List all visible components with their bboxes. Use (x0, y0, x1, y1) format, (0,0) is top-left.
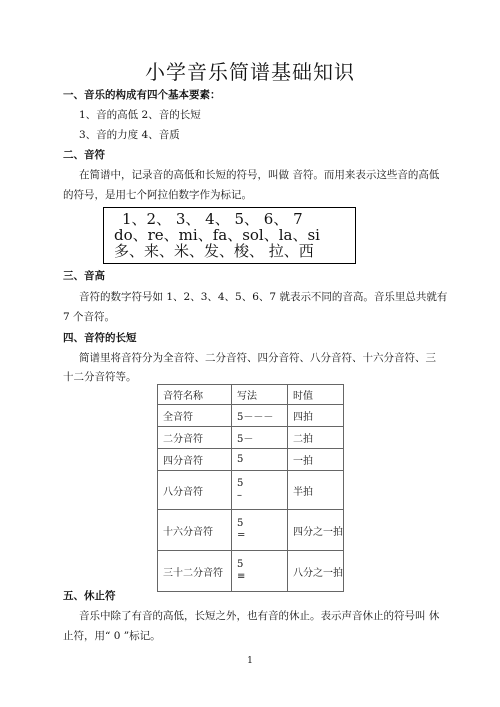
table-header-cell: 写法 (232, 385, 288, 405)
section-5-heading: 五、休止符 (63, 590, 116, 602)
table-cell-value: 半拍 (288, 471, 344, 510)
section-2-para-line-2: 的符号，是用七个阿拉伯数字作为标记。 (63, 189, 252, 201)
table-cell-notation (232, 510, 288, 551)
notation-underline-mark: = (237, 530, 246, 541)
table-cell-name: 三十二分音符 (158, 551, 232, 592)
notation-underline-mark: – (237, 490, 242, 501)
table-cell-name: 全音符 (158, 405, 232, 427)
section-3-heading: 三、音高 (63, 270, 105, 282)
section-1-heading: 一、音乐的构成有四个基本要素： (63, 89, 221, 101)
table-cell-notation: 5 (232, 449, 288, 471)
section-5-para-line-2: 止符，用“ 0 ”标记。 (63, 630, 161, 642)
table-cell-value: 八分之一拍 (288, 551, 344, 592)
section-4-heading: 四、音符的长短 (63, 332, 137, 344)
table-row (158, 551, 344, 592)
table-cell-value: 四拍 (288, 405, 344, 427)
box-numbers: 1、2、 3、 4、 5、 6、 7 (122, 210, 303, 228)
box-solfege: do、re、mi、fa、sol、la、si (114, 226, 320, 244)
table-cell-value: 一拍 (288, 449, 344, 471)
table-cell-name: 四分音符 (158, 449, 232, 471)
notes-box (103, 207, 356, 264)
section-4-para-line-2: 十二分音符等。 (63, 371, 137, 383)
section-3-para-line-2: 7 个音符。 (63, 311, 116, 323)
table-cell-notation: 5－－－ (232, 405, 288, 427)
notation-underline-mark: ≡ (237, 571, 246, 582)
table-row (158, 449, 344, 471)
table-header-row (158, 385, 344, 405)
table-cell-value: 二拍 (288, 427, 344, 449)
notation-digit: 5 (237, 478, 244, 489)
notation-digit: 5 (237, 559, 244, 570)
page-number: 1 (247, 656, 253, 666)
table-header-cell: 音符名称 (158, 385, 232, 405)
notation-digit: 5 (237, 518, 244, 529)
section-1-line-2: 3、音的力度 4、音质 (79, 129, 180, 141)
table-cell-name: 八分音符 (158, 471, 232, 510)
box-chinese: 多、来、米、发、梭、 拉、西 (114, 242, 314, 260)
section-2-heading: 二、音符 (63, 149, 105, 161)
table-cell-notation: 5－ (232, 427, 288, 449)
section-2-para-line-1: 在简谱中，记录音的高低和长短的符号，叫做 音符。而用来表示这些音的高低 (79, 169, 440, 181)
section-3-para-line-1: 音符的数字符号如 1、2、3、4、5、6、7 就表示不同的音高。音乐里总共就有 (79, 291, 448, 303)
table-row (158, 471, 344, 510)
page-title: 小学音乐简谱基础知识 (145, 60, 355, 84)
table-cell-name: 二分音符 (158, 427, 232, 449)
note-duration-table (157, 384, 344, 592)
table-cell-notation (232, 471, 288, 510)
section-1-line-1: 1、音的高低 2、音的长短 (79, 109, 201, 121)
table-cell-name: 十六分音符 (158, 510, 232, 551)
section-4-para-line-1: 简谱里将音符分为全音符、二分音符、四分音符、八分音符、十六分音符、三 (79, 352, 436, 364)
section-5-para-line-1: 音乐中除了有音的高低，长短之外，也有音的休止。表示声音休止的符号叫 休 (79, 610, 440, 622)
table-cell-notation (232, 551, 288, 592)
table-cell-value: 四分之一拍 (288, 510, 344, 551)
table-row (158, 427, 344, 449)
table-row (158, 405, 344, 427)
table-row (158, 510, 344, 551)
table-header-cell: 时值 (288, 385, 344, 405)
